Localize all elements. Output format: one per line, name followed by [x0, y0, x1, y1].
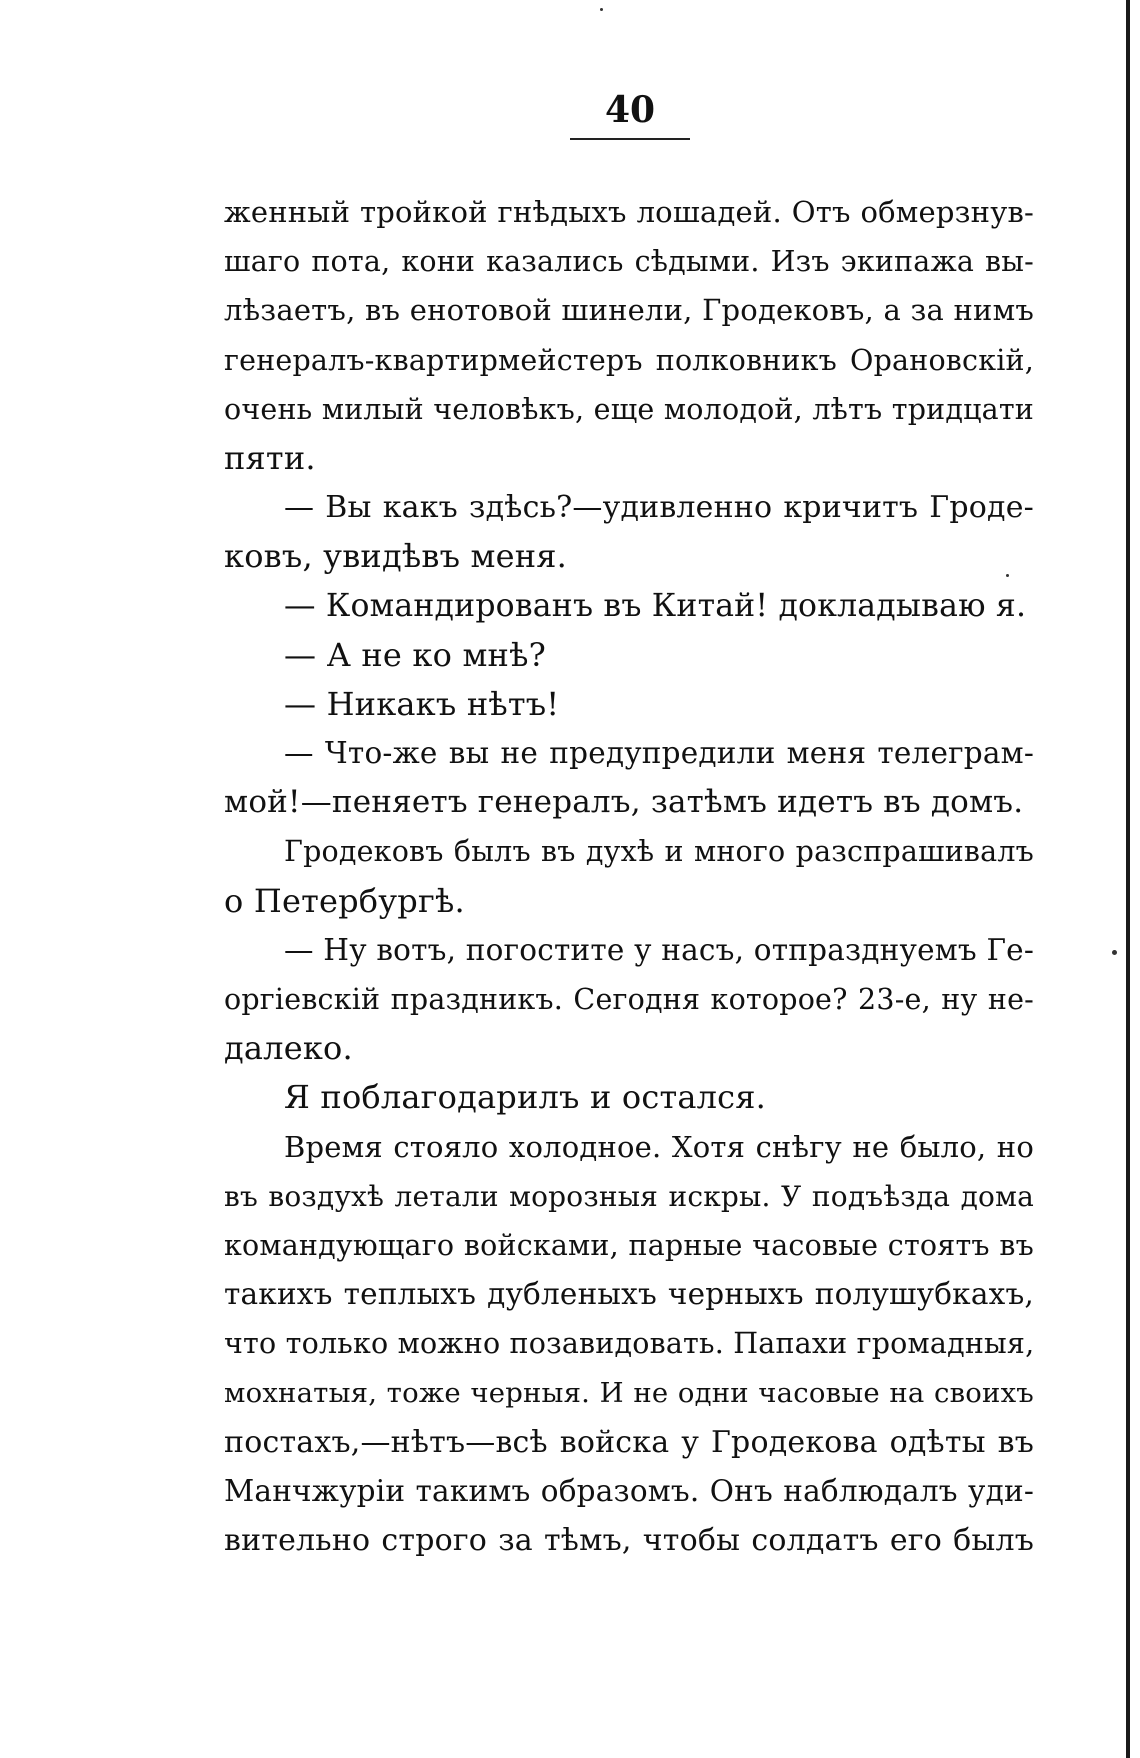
page-number-rule: [570, 138, 690, 140]
text-line: — Ну вотъ, погостите у насъ, отпразднуемъ Ге-: [284, 932, 1034, 967]
print-speck: [600, 8, 603, 11]
text-line: лѣзаетъ, въ енотовой шинели, Гродековъ, а за нимъ: [224, 293, 1034, 328]
text-line: — Вы какъ здѣсь?—удивленно кричитъ Гроде-: [284, 490, 1034, 526]
page-edge-line: [1126, 0, 1130, 1758]
page-number: 40: [604, 89, 656, 131]
text-line: очень милый человѣкъ, еще молодой, лѣтъ тридцати: [224, 392, 1034, 426]
text-line: вительно строго за тѣмъ, чтобы солдатъ его былъ: [224, 1523, 1034, 1559]
body-text: [224, 188, 1034, 1565]
text-line: далеко.: [224, 1029, 353, 1068]
text-line: командующаго войсками, парные часовые стоятъ въ: [224, 1228, 1034, 1262]
text-line: что только можно позавидовать. Папахи громадныя,: [224, 1327, 1034, 1361]
text-line: — Никакъ нѣтъ!: [284, 684, 560, 723]
text-line: — Командированъ въ Китай! докладываю я.: [284, 587, 1027, 624]
text-line: Гродековъ былъ въ духѣ и много разспрашивалъ: [284, 835, 1034, 869]
text-line: постахъ,—нѣтъ—всѣ войска у Гродекова одѣты въ: [224, 1424, 1034, 1460]
text-line: мой!—пеняетъ генералъ, затѣмъ идетъ въ домъ.: [224, 784, 1024, 821]
text-line: — Что-же вы не предупредили меня телеграм-: [284, 736, 1034, 771]
text-line: генералъ-квартирмейстеръ полковникъ Орановскій,: [224, 343, 1034, 377]
print-speck: [1112, 950, 1117, 955]
text-line: женный тройкой гнѣдыхъ лошадей. Отъ обмерзнув-: [224, 195, 1034, 229]
text-line: пяти.: [224, 438, 316, 477]
text-line: въ воздухѣ летали морозныя искры. У подъѣзда дома: [224, 1179, 1034, 1213]
text-line: мохнатыя, тоже черныя. И не одни часовые на своихъ: [224, 1376, 1034, 1409]
text-line: — А не ко мнѣ?: [284, 635, 546, 674]
text-line: оргіевскій праздникъ. Сегодня которое? 23-е, ну не-: [224, 983, 1034, 1016]
text-line: Время стояло холодное. Хотя снѣгу не было, но: [284, 1129, 1034, 1164]
text-line: Я поблагодарилъ и остался.: [284, 1078, 767, 1117]
text-line: ковъ, увидѣвъ меня.: [224, 537, 568, 576]
print-speck: [1006, 574, 1009, 577]
text-line: такихъ теплыхъ дубленыхъ черныхъ полушубкахъ,: [224, 1277, 1034, 1312]
text-line: шаго пота, кони казались сѣдыми. Изъ экипажа вы-: [224, 245, 1034, 279]
text-line: Манчжуріи такимъ образомъ. Онъ наблюдалъ уди-: [224, 1473, 1034, 1508]
text-line: о Петербургѣ.: [224, 881, 465, 920]
